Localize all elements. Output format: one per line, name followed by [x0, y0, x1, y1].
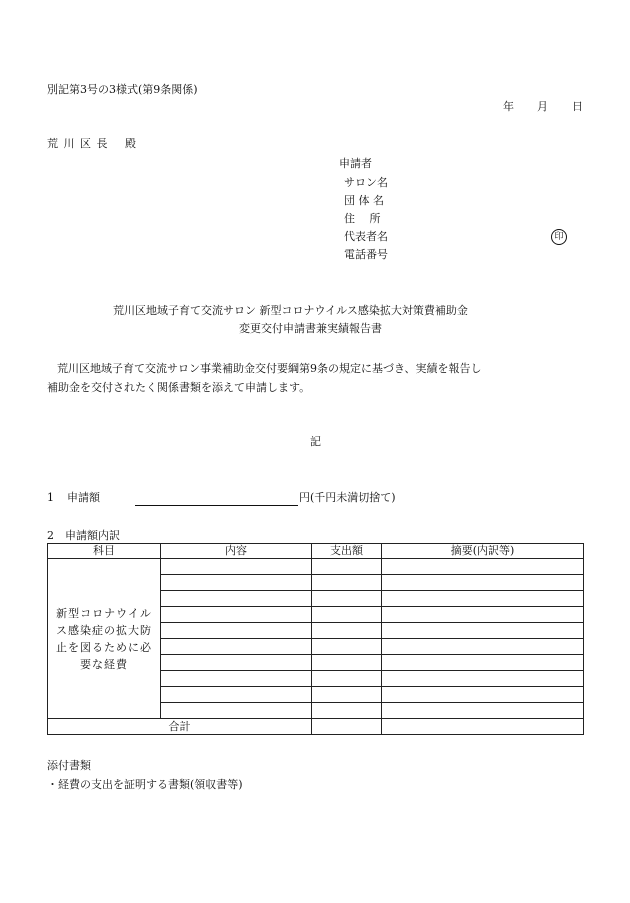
item1-label: 申請額 — [67, 491, 100, 504]
expense-cell[interactable] — [312, 671, 382, 687]
attachments-heading: 添付書類 — [47, 759, 91, 772]
header-expense: 支出額 — [312, 544, 382, 559]
content-cell[interactable] — [161, 575, 312, 591]
remarks-cell[interactable] — [382, 655, 584, 671]
total-expense-cell[interactable] — [312, 719, 382, 735]
total-label: 合計 — [48, 719, 312, 735]
document-title-line2: 変更交付申請書兼実績報告書 — [239, 322, 382, 335]
item1-number: 1 — [47, 491, 54, 504]
content-cell[interactable] — [161, 687, 312, 703]
header-content: 内容 — [161, 544, 312, 559]
date-month: 月 — [537, 100, 548, 113]
content-cell[interactable] — [161, 623, 312, 639]
remarks-cell[interactable] — [382, 591, 584, 607]
expense-cell[interactable] — [312, 655, 382, 671]
remarks-cell[interactable] — [382, 575, 584, 591]
remarks-cell[interactable] — [382, 607, 584, 623]
remarks-cell[interactable] — [382, 687, 584, 703]
applicant-heading: 申請者 — [339, 157, 372, 170]
seal-mark: 印 — [551, 229, 567, 245]
date-day: 日 — [572, 100, 583, 113]
representative-label: 代表者名 — [344, 230, 388, 243]
content-cell[interactable] — [161, 559, 312, 575]
phone-label: 電話番号 — [344, 248, 388, 261]
remarks-cell[interactable] — [382, 623, 584, 639]
body-text-line1: 荒川区地域子育て交流サロン事業補助金交付要綱第9条の規定に基づき、実績を報告し — [57, 362, 482, 375]
item1-unit: 円(千円未満切捨て) — [299, 491, 396, 504]
total-row — [48, 719, 584, 735]
remarks-cell[interactable] — [382, 703, 584, 719]
breakdown-table — [47, 543, 584, 735]
remarks-cell[interactable] — [382, 639, 584, 655]
remarks-cell[interactable] — [382, 559, 584, 575]
date-year: 年 — [503, 100, 514, 113]
expense-cell[interactable] — [312, 591, 382, 607]
table-row — [48, 559, 584, 575]
addressee: 荒 川 区 長 殿 — [47, 137, 137, 150]
content-cell[interactable] — [161, 671, 312, 687]
salon-name-label: サロン名 — [344, 176, 388, 189]
content-cell[interactable] — [161, 639, 312, 655]
address-label: 住 所 — [344, 212, 381, 225]
ki-marker: 記 — [310, 435, 321, 448]
expense-cell[interactable] — [312, 623, 382, 639]
item2-label: 2 申請額内訳 — [47, 529, 120, 542]
total-remarks-cell[interactable] — [382, 719, 584, 735]
group-name-label: 団 体 名 — [344, 194, 384, 207]
content-cell[interactable] — [161, 655, 312, 671]
expense-cell[interactable] — [312, 575, 382, 591]
content-cell[interactable] — [161, 591, 312, 607]
amount-entry-line[interactable] — [135, 505, 298, 506]
remarks-cell[interactable] — [382, 671, 584, 687]
expense-cell[interactable] — [312, 607, 382, 623]
attachments-item: ・経費の支出を証明する書類(領収書等) — [47, 778, 243, 791]
expense-cell[interactable] — [312, 639, 382, 655]
category-text: 新型コロナウイルス感染症の拡大防止を図るために必要な経費 — [56, 606, 152, 671]
expense-cell[interactable] — [312, 703, 382, 719]
content-cell[interactable] — [161, 703, 312, 719]
body-text-line2: 補助金を交付されたく関係書類を添えて申請します。 — [47, 381, 311, 394]
category-cell — [48, 559, 161, 719]
expense-cell[interactable] — [312, 559, 382, 575]
header-category: 科目 — [48, 544, 161, 559]
form-id: 別記第3号の3様式(第9条関係) — [47, 83, 198, 96]
expense-cell[interactable] — [312, 687, 382, 703]
table-header-row — [48, 544, 584, 559]
document-title-line1: 荒川区地域子育て交流サロン 新型コロナウイルス感染拡大対策費補助金 — [113, 304, 468, 317]
content-cell[interactable] — [161, 607, 312, 623]
header-remarks: 摘要(内訳等) — [382, 544, 584, 559]
